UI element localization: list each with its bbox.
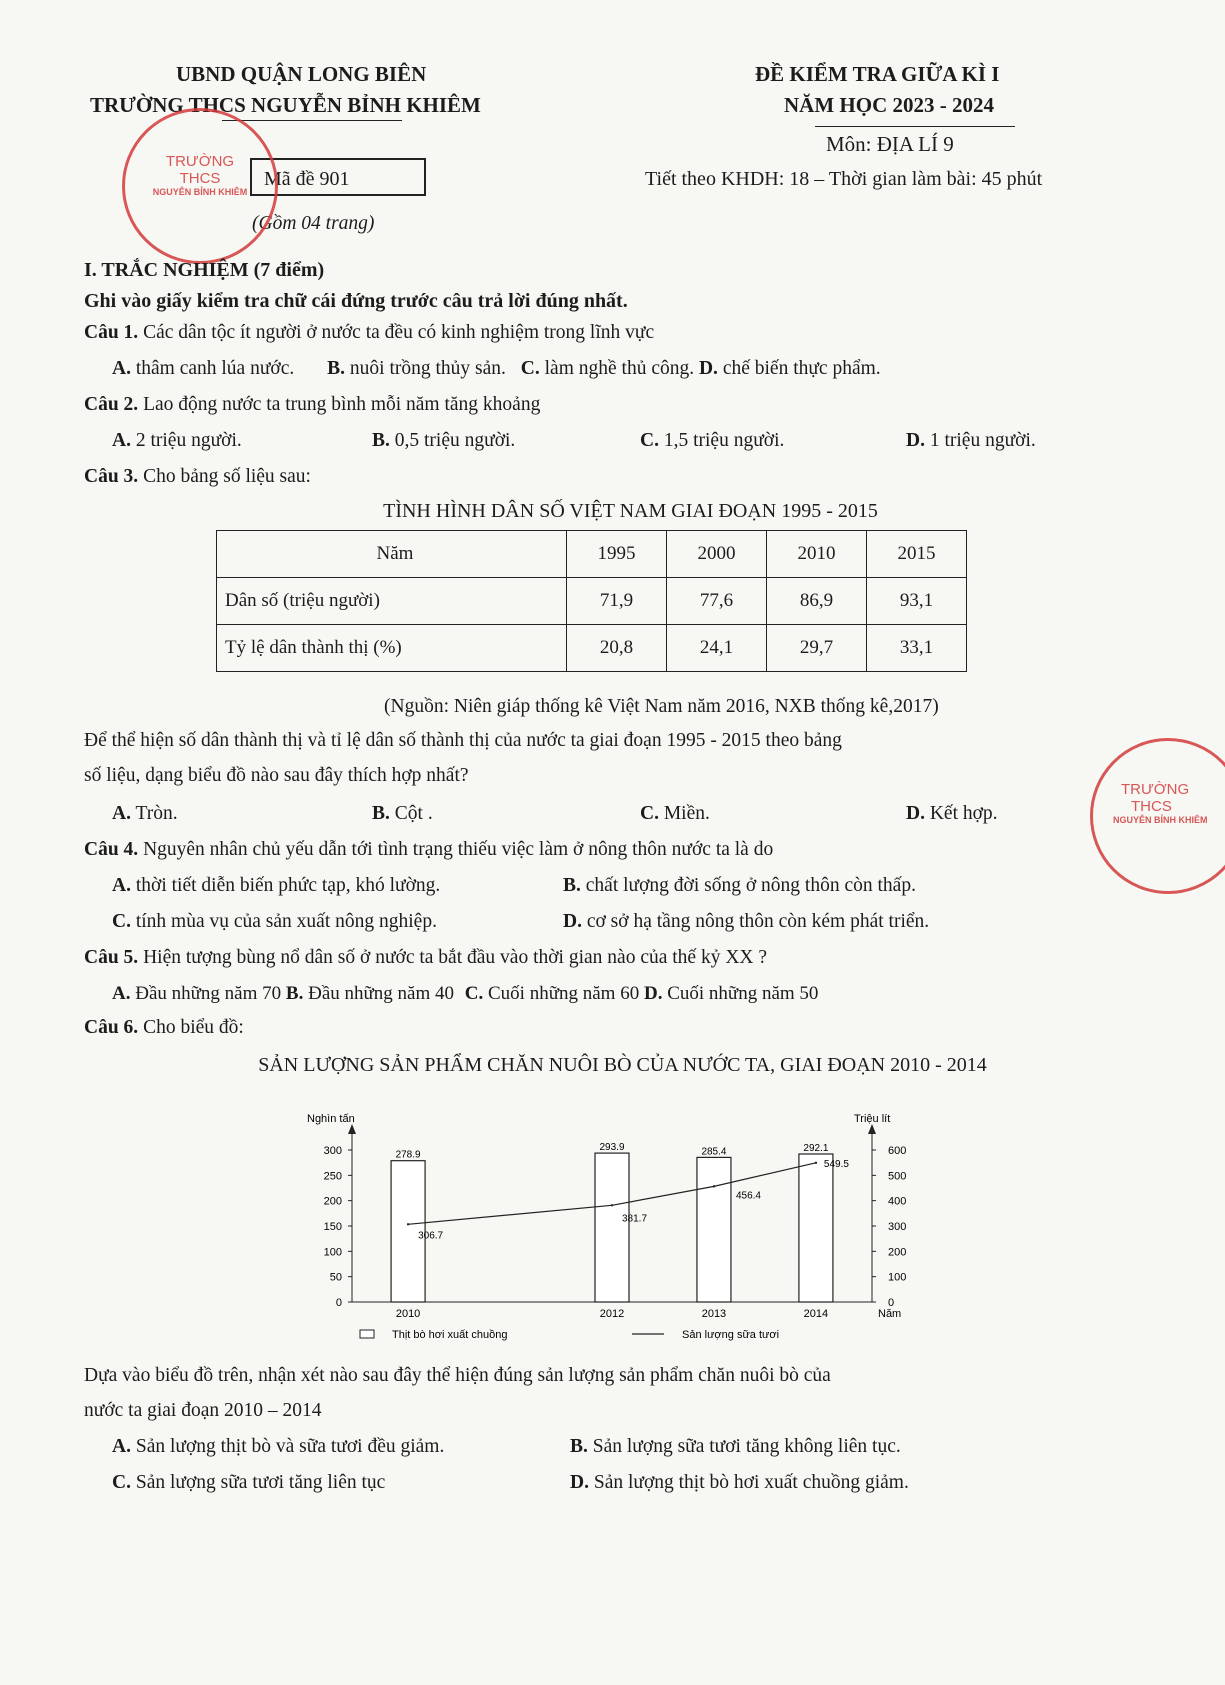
- x-axis-unit-label: Năm: [878, 1308, 902, 1320]
- bar-value-label: 292.1: [803, 1143, 829, 1155]
- q5-option-d[interactable]: D. Cuối những năm 50: [643, 983, 819, 1004]
- table-header-cell: 2015: [867, 531, 967, 578]
- table-source: (Nguồn: Niên giáp thống kê Việt Nam năm 2016, NXB thống kê,2017): [384, 696, 939, 717]
- line-value-label: 456.4: [735, 1190, 761, 1202]
- table-cell: 20,8: [567, 625, 667, 672]
- table-cell: 93,1: [867, 578, 967, 625]
- question-1: [84, 322, 654, 344]
- q6-question-line-2: nước ta giai đoạn 2010 – 2014: [84, 1400, 322, 1421]
- q5-text: Hiện tượng bùng nổ dân số ở nước ta bắt đầu vào thời gian nào của thế kỷ XX ?: [143, 947, 768, 968]
- q1-option-c[interactable]: C. làm nghề thủ công.: [520, 358, 695, 379]
- table-header-row: [217, 531, 967, 578]
- table-cell: 71,9: [567, 578, 667, 625]
- legend-bar-swatch: [360, 1330, 374, 1338]
- q2-option-d[interactable]: D. 1 triệu người.: [906, 430, 1036, 451]
- q6-option-d[interactable]: D. Sản lượng thịt bò hơi xuất chuồng giảm.: [570, 1472, 909, 1493]
- question-2: [84, 394, 540, 416]
- bar-beef: [697, 1157, 731, 1302]
- bar-value-label: 278.9: [395, 1149, 421, 1161]
- y-left-tick-label: 0: [335, 1297, 342, 1309]
- stamp-right-text-2: THCS: [1131, 798, 1172, 815]
- question-4: [84, 839, 773, 861]
- stamp-text-1: TRƯỜNG: [165, 153, 235, 170]
- school-stamp-right: [1090, 738, 1225, 894]
- line-milk-point: [611, 1204, 613, 1206]
- y-right-tick-label: 500: [888, 1170, 907, 1183]
- section-instruction: Ghi vào giấy kiểm tra chữ cái đứng trước câu trả lời đúng nhất.: [84, 290, 628, 312]
- legend-line-label: Sản lượng sữa tươi: [682, 1329, 780, 1341]
- cattle-production-chart: [0, 1090, 1225, 1360]
- school-year: NĂM HỌC 2023 - 2024: [784, 93, 994, 117]
- q4-label: Câu 4.: [84, 839, 139, 860]
- table-cell: Tỷ lệ dân thành thị (%): [217, 625, 567, 672]
- x-tick-label: 2014: [803, 1308, 829, 1320]
- table-row: [217, 578, 967, 625]
- stamp-text-3: NGUYỄN BỈNH KHIÊM: [152, 187, 248, 197]
- q1-label: Câu 1.: [84, 322, 139, 343]
- q2-label: Câu 2.: [84, 394, 139, 415]
- header-underline-right: [815, 126, 1015, 127]
- q3-question-line-2: số liệu, dạng biểu đồ nào sau đây thích hợp nhất?: [84, 765, 469, 786]
- table-cell: 77,6: [667, 578, 767, 625]
- school-name: TRƯỜNG THCS NGUYỄN BỈNH KHIÊM: [90, 93, 481, 117]
- q6-label: Câu 6.: [84, 1017, 139, 1038]
- school-stamp: [122, 108, 278, 264]
- exam-title: ĐỀ KIỂM TRA GIỮA KÌ I: [755, 62, 1000, 86]
- line-value-label: 381.7: [622, 1213, 648, 1225]
- population-table: [216, 530, 967, 672]
- q3-option-d[interactable]: D. Kết hợp.: [906, 803, 998, 824]
- legend-bar-label: Thịt bò hơi xuất chuồng: [392, 1329, 508, 1341]
- stamp-text-2: THCS: [179, 170, 221, 187]
- q2-option-a[interactable]: A. 2 triệu người.: [112, 430, 242, 451]
- q2-text: Lao động nước ta trung bình mỗi năm tăng khoảng: [143, 394, 541, 415]
- y-left-tick-label: 150: [323, 1221, 342, 1233]
- bar-beef: [799, 1154, 833, 1302]
- district-name: UBND QUẬN LONG BIÊN: [176, 62, 427, 86]
- table-header-cell: 1995: [567, 531, 667, 578]
- q1-option-b[interactable]: B. nuôi trồng thủy sản.: [327, 358, 506, 379]
- exam-code-box: Mã đề 901: [250, 158, 426, 196]
- q5-option-a[interactable]: A. Đầu những năm 70: [112, 983, 282, 1004]
- subject-line: Môn: ĐỊA LÍ 9: [826, 132, 954, 156]
- q5-option-b[interactable]: B. Đầu những năm 40: [285, 983, 455, 1004]
- line-milk-point: [713, 1185, 715, 1187]
- bar-value-label: 293.9: [599, 1142, 625, 1154]
- y-right-tick-label: 400: [888, 1195, 907, 1208]
- y-left-tick-label: 200: [323, 1195, 342, 1208]
- x-tick-label: 2010: [395, 1308, 421, 1320]
- q4-text: Nguyên nhân chủ yếu dẫn tới tình trạng thiếu việc làm ở nông thôn nước ta là do: [143, 839, 774, 860]
- bar-beef: [595, 1153, 629, 1302]
- q1-option-a[interactable]: A. thâm canh lúa nước.: [112, 358, 295, 379]
- y-left-axis-label: Nghìn tấn: [307, 1113, 355, 1125]
- y-left-tick-label: 100: [323, 1246, 342, 1259]
- q5-label: Câu 5.: [84, 947, 139, 968]
- q1-options: [112, 358, 881, 380]
- table-header-cell: 2010: [767, 531, 867, 578]
- q5-options: [112, 983, 818, 1005]
- q3-table-title: TÌNH HÌNH DÂN SỐ VIỆT NAM GIAI ĐOẠN 1995 - 2015: [383, 500, 878, 522]
- q6-option-b[interactable]: B. Sản lượng sữa tươi tăng không liên tục.: [570, 1436, 901, 1457]
- q4-option-a[interactable]: A. thời tiết diễn biến phức tạp, khó lường.: [112, 875, 441, 896]
- x-tick-label: 2012: [599, 1308, 625, 1320]
- y-right-tick-label: 200: [888, 1246, 907, 1259]
- table-header-cell: 2000: [667, 531, 767, 578]
- q4-option-b[interactable]: B. chất lượng đời sống ở nông thôn còn thấp.: [563, 875, 916, 896]
- y-axis-right-arrow: [868, 1124, 876, 1134]
- question-6: [84, 1017, 244, 1039]
- y-right-tick-label: 0: [888, 1297, 895, 1309]
- q6-text: Cho biểu đồ:: [143, 1017, 244, 1038]
- line-milk-point: [815, 1162, 817, 1164]
- q6-option-a[interactable]: A. Sản lượng thịt bò và sữa tươi đều giảm.: [112, 1436, 445, 1457]
- y-left-tick-label: 250: [323, 1170, 342, 1183]
- y-right-tick-label: 100: [888, 1271, 907, 1284]
- table-cell: 86,9: [767, 578, 867, 625]
- chart-title: SẢN LƯỢNG SẢN PHẨM CHĂN NUÔI BÒ CỦA NƯỚC TA, GIAI ĐOẠN 2010 - 2014: [258, 1054, 987, 1076]
- line-value-label: 306.7: [418, 1230, 444, 1242]
- line-value-label: 549.5: [823, 1158, 849, 1170]
- stamp-right-text-3: NGUYỄN BỈNH KHIÊM: [1113, 815, 1208, 825]
- q1-text: Các dân tộc ít người ở nước ta đều có kinh nghiệm trong lĩnh vực: [143, 322, 655, 343]
- question-3: [84, 466, 311, 488]
- bar-value-label: 285.4: [701, 1146, 727, 1158]
- y-left-tick-label: 300: [323, 1145, 342, 1157]
- q5-option-c[interactable]: C. Cuối những năm 60: [464, 983, 640, 1004]
- q3-option-b[interactable]: B. Cột .: [372, 803, 433, 824]
- y-left-tick-label: 50: [329, 1271, 342, 1284]
- y-axis-left-arrow: [348, 1124, 356, 1134]
- q3-option-c[interactable]: C. Miền.: [640, 803, 710, 824]
- time-info: Tiết theo KHDH: 18 – Thời gian làm bài: 45 phút: [645, 168, 1043, 190]
- table-cell: 33,1: [867, 625, 967, 672]
- page-count: (Gồm 04 trang): [252, 213, 375, 234]
- y-right-tick-label: 600: [888, 1145, 907, 1157]
- table-cell: Dân số (triệu người): [217, 578, 567, 625]
- question-5: [84, 947, 767, 969]
- stamp-right-text-1: TRƯỜNG: [1121, 781, 1190, 798]
- y-right-axis-label: Triệu lít: [854, 1113, 891, 1125]
- header-underline: [222, 120, 402, 121]
- q3-question-line-1: Để thể hiện số dân thành thị và tỉ lệ dân số thành thị của nước ta giai đoạn 1995 - 2015 theo bảng: [84, 730, 842, 751]
- q6-question-line-1: Dựa vào biểu đồ trên, nhận xét nào sau đây thể hiện đúng sản lượng sản phẩm chăn nuôi bò của: [84, 1365, 831, 1386]
- x-tick-label: 2013: [701, 1308, 727, 1320]
- table-header-cell: Năm: [217, 531, 567, 578]
- q6-option-c[interactable]: C. Sản lượng sữa tươi tăng liên tục: [112, 1472, 386, 1493]
- table-cell: 24,1: [667, 625, 767, 672]
- q2-option-b[interactable]: B. 0,5 triệu người.: [372, 430, 516, 451]
- q3-text: Cho bảng số liệu sau:: [143, 466, 311, 487]
- q1-option-d[interactable]: D. chế biến thực phẩm.: [698, 358, 881, 379]
- y-right-tick-label: 300: [888, 1221, 907, 1233]
- table-row: [217, 625, 967, 672]
- table-cell: 29,7: [767, 625, 867, 672]
- q4-option-d[interactable]: D. cơ sở hạ tầng nông thôn còn kém phát triển.: [563, 911, 930, 932]
- section-title: I. TRẮC NGHIỆM (7 điểm): [84, 259, 325, 281]
- q2-option-c[interactable]: C. 1,5 triệu người.: [640, 430, 785, 451]
- line-milk-point: [407, 1223, 409, 1225]
- q3-option-a[interactable]: A. Tròn.: [112, 803, 178, 824]
- q3-label: Câu 3.: [84, 466, 139, 487]
- q4-option-c[interactable]: C. tính mùa vụ của sản xuất nông nghiệp.: [112, 911, 437, 932]
